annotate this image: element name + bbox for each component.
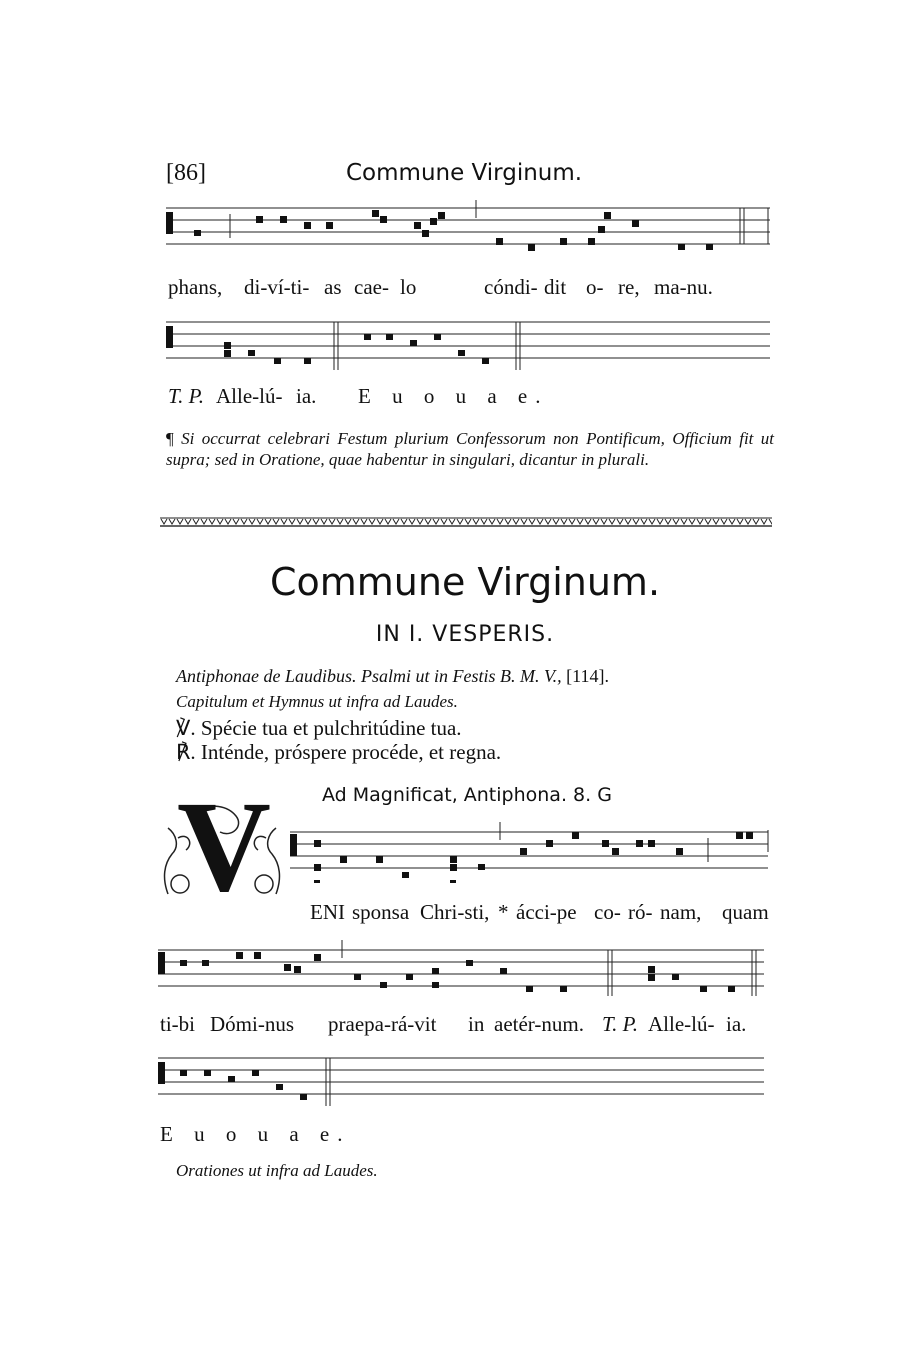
antiphon-lyrics-2 bbox=[160, 1012, 770, 1038]
syllable: cae- bbox=[354, 275, 389, 299]
tp-label: T. P. bbox=[168, 384, 204, 408]
syllable: ia. bbox=[296, 384, 317, 408]
chant-lyrics-1 bbox=[168, 275, 768, 301]
euouae-lyrics: E u o u a e. bbox=[160, 1122, 351, 1146]
antiphonae-note: Antiphonae de Laudibus. Psalmi ut in Festis B. M. V., bbox=[176, 666, 562, 686]
syllable: ma-nu. bbox=[654, 275, 713, 299]
syllable: as bbox=[324, 275, 342, 299]
syllable: phans, bbox=[168, 275, 223, 299]
page-reference: [114]. bbox=[566, 666, 609, 686]
response-mark: ℟. bbox=[176, 740, 196, 764]
syllable: dit bbox=[544, 275, 567, 299]
antiphon-heading: Ad Magnificat, Antiphona. 8. G bbox=[322, 784, 612, 806]
paragraph-mark: ¶ bbox=[166, 429, 174, 448]
syllable: Alle-lú- bbox=[216, 384, 283, 408]
rubric-line-1 bbox=[176, 666, 609, 687]
syllable: di-ví-ti- bbox=[244, 275, 310, 299]
running-title: Commune Virginum. bbox=[346, 160, 583, 186]
syllable: o- bbox=[586, 275, 604, 299]
page-number: [86] bbox=[166, 160, 206, 186]
syllable: ia. bbox=[726, 1012, 747, 1036]
rubric-text: Si occurrat celebrari Festum plurium Confessorum non Pontificum, Officium fit ut supra; sed in Oratione, quae habentur in singulari, dicantur in plurali. bbox=[166, 429, 775, 469]
footer-note: Orationes ut infra ad Laudes. bbox=[176, 1161, 378, 1180]
chant-lyrics-2 bbox=[168, 384, 768, 410]
syllable: praepa-rá-vit bbox=[328, 1012, 437, 1036]
initial-letter: V bbox=[177, 775, 271, 919]
versicle-mark: ℣. bbox=[176, 716, 196, 740]
syllable: co- bbox=[594, 900, 621, 924]
rubric-note bbox=[166, 428, 774, 470]
syllable: aetér-num. bbox=[494, 1012, 584, 1036]
syllable: ácci-pe bbox=[516, 900, 577, 924]
section-title: Commune Virginum. bbox=[269, 560, 661, 604]
decorated-initial bbox=[158, 775, 286, 919]
syllable: * bbox=[498, 900, 509, 924]
syllable: ti-bi bbox=[160, 1012, 195, 1036]
syllable: Alle-lú- bbox=[648, 1012, 715, 1036]
syllable: lo bbox=[400, 275, 417, 299]
syllable: nam, bbox=[660, 900, 702, 924]
rubric-line-2: Capitulum et Hymnus ut infra ad Laudes. bbox=[176, 692, 458, 711]
euouae: E u o u a e. bbox=[358, 384, 549, 408]
syllable: ENI bbox=[310, 900, 345, 924]
chant-staff-4 bbox=[150, 938, 770, 1008]
syllable: quam bbox=[722, 900, 769, 924]
syllable: Dómi-nus bbox=[210, 1012, 294, 1036]
chant-staff-2 bbox=[158, 316, 778, 376]
ornamental-divider bbox=[160, 516, 772, 528]
syllable: sponsa bbox=[352, 900, 410, 924]
syllable: cóndi- bbox=[484, 275, 538, 299]
response-text: Inténde, próspere procéde, et regna. bbox=[200, 740, 502, 764]
section-subtitle: IN I. VESPERIS. bbox=[375, 622, 555, 647]
tp-label: T. P. bbox=[602, 1012, 638, 1036]
chant-staff-5 bbox=[150, 1052, 770, 1112]
syllable: re, bbox=[618, 275, 640, 299]
versicle bbox=[176, 716, 462, 741]
chant-staff-3 bbox=[284, 818, 774, 898]
syllable: ró- bbox=[628, 900, 653, 924]
response bbox=[176, 740, 501, 765]
antiphon-lyrics-1 bbox=[298, 900, 770, 926]
chant-staff-1 bbox=[158, 196, 778, 266]
syllable: in bbox=[468, 1012, 485, 1036]
syllable: Chri-sti, bbox=[420, 900, 490, 924]
versicle-text: Spécie tua et pulchritúdine tua. bbox=[200, 716, 462, 740]
